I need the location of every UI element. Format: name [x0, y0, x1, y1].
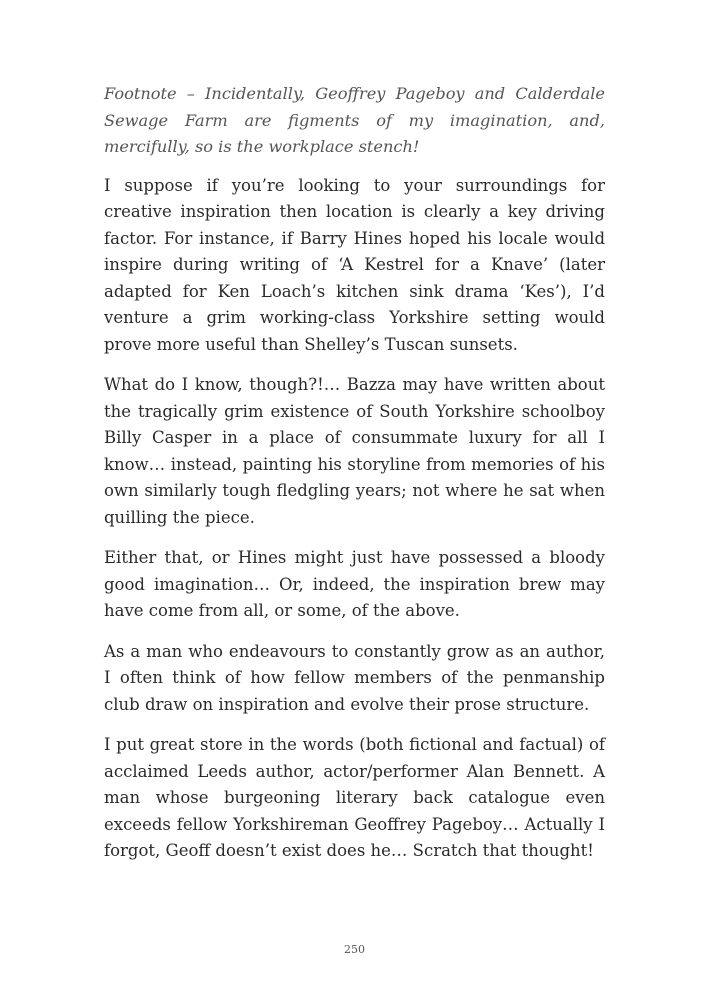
paragraph-bazza: What do I know, though?!… Bazza may have written about the tragically grim existence of South Yorkshire schoolboy Billy Casper in a place of consummate luxury for all I know… instead, painting his storyline from memories of his own similarly tough fledgling years; not where he sat when quilling the piece. — [104, 375, 605, 527]
paragraph-imagination: Either that, or Hines might just have possessed a bloody good imagination… Or, indeed, the inspiration brew may have come from all, or some, of the above. — [104, 548, 605, 620]
footnote: Footnote – Incidentally, Geoffrey Pageboy and Calderdale Sewage Farm are figments of my imagination, and, mercifully, so is the workplace stench! — [104, 84, 605, 156]
page-number: 250 — [344, 943, 365, 956]
page-body — [104, 81, 605, 879]
paragraph-location-inspiration: I suppose if you’re looking to your surroundings for creative inspiration then location is clearly a key driving factor. For instance, if Barry Hines hoped his locale would inspire during writing of ‘A Kestrel for a Knave’ (later adapted for Ken Loach’s kitchen sink drama ‘Kes’), I’d venture a grim working-class Yorkshire setting would prove more useful than Shelley’s Tuscan sunsets. — [104, 175, 605, 354]
paragraph-alan-bennett: I put great store in the words (both fictional and factual) of acclaimed Leeds author, actor/performer Alan Bennett. A man whose burgeoning literary back catalogue even exceeds fellow Yorkshireman Geoffrey Pageboy… Actually I forgot, Geoff doesn’t exist does he… Scratch that thought! — [104, 735, 605, 860]
paragraph-author-growth: As a man who endeavours to constantly grow as an author, I often think of how fellow members of the penmanship club draw on inspiration and evolve their prose structure. — [104, 641, 605, 714]
